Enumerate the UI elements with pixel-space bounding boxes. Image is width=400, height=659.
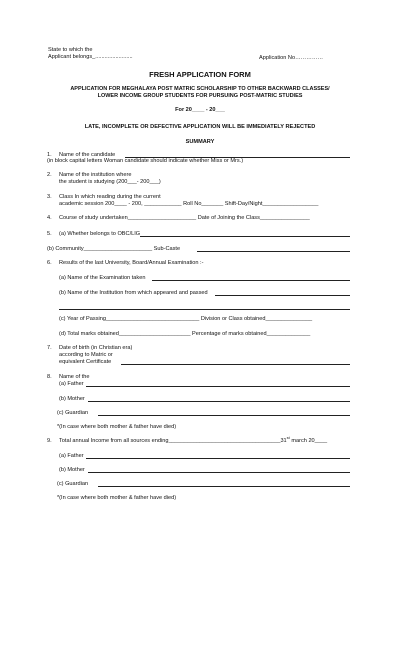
guardian-name-label: (c) Guardian [57, 410, 89, 416]
examination-name-label: (a) Name of the Examination taken [59, 275, 146, 281]
academic-year: For 20____ - 20___ [175, 107, 225, 113]
results-label: Results of the last University, Board/Annual Examination :- [59, 260, 204, 266]
mother-name-field[interactable] [88, 401, 350, 402]
guardian-section-label: Name of the [59, 374, 90, 380]
item-number: 1. [47, 152, 52, 158]
guardian-note: *(In case where both mother & father have died) [57, 424, 177, 430]
guardian-income-label: (c) Guardian [57, 481, 89, 487]
item-number: 8. [47, 374, 52, 380]
income-guardian-note: *(In case where both mother & father have died) [57, 495, 177, 501]
course-of-study-label: Course of study undertaken______________________ Date of Joining the Class________________ [59, 215, 310, 221]
total-marks-label: (d) Total marks obtained_______________________ Percentage of marks obtained______________ [59, 331, 311, 337]
mother-name-label: (b) Mother [59, 396, 85, 402]
examination-name-field[interactable] [152, 280, 350, 281]
dob-label-line3: equivalent Certificate [59, 359, 112, 365]
summary-heading: SUMMARY [185, 139, 215, 145]
candidate-name-label: Name of the candidate [59, 152, 116, 158]
dob-field[interactable] [121, 364, 350, 365]
community-label: (b) Community______________________ Sub-Caste [47, 246, 181, 252]
class-label-line1: Class In which reading during the current [59, 194, 161, 200]
mother-income-field[interactable] [88, 472, 350, 473]
item-number: 7. [47, 345, 52, 351]
father-income-field[interactable] [86, 458, 350, 459]
obc-lig-label: (a) Whether belongs to OBC/LIG [59, 231, 141, 237]
father-name-label: (a) Father [59, 381, 84, 387]
item-number: 3. [47, 194, 52, 200]
item-number: 9. [47, 438, 52, 444]
mother-income-label: (b) Mother [59, 467, 85, 473]
item-number: 5. [47, 231, 52, 237]
institution-passed-field[interactable] [215, 295, 350, 296]
form-title: FRESH APPLICATION FORM [149, 70, 251, 79]
class-label-line2: academic session 200____ - 200, ____________ Roll No_______ Shift-Day/Night__________________ [59, 201, 319, 207]
item-number: 6. [47, 260, 52, 266]
candidate-name-note: (in block capital letters Woman candidate should indicate whether Miss or Mrs.) [47, 158, 244, 164]
dob-label-line1: Date of birth (in Christian era) [59, 345, 133, 351]
form-subtitle-line2: LOWER INCOME GROUP STUDENTS FOR PURSUING POST-MATRIC STUDIES [97, 93, 303, 99]
sub-caste-field[interactable] [197, 251, 350, 252]
rejection-warning: LATE, INCOMPLETE OR DEFECTIVE APPLICATION WILL BE IMMEDIATELY REJECTED [84, 124, 316, 130]
annual-income-label: Total annual Income from all sources ending____________________________________31st march 20____ [59, 435, 328, 444]
state-label-line1: State to which the [48, 47, 93, 53]
year-of-passing-label: (c) Year of Passing______________________________ Division or Class obtained_______________ [59, 316, 313, 322]
obc-lig-field[interactable] [140, 236, 350, 237]
institution-passed-label: (b) Name of the Institution from which appeared and passed [59, 290, 208, 296]
father-income-label: (a) Father [59, 453, 84, 459]
application-no-label: Application No…………… [259, 55, 324, 61]
institution-label-line2: the student is studying (200___- 200___) [59, 179, 161, 185]
item-number: 2. [47, 172, 52, 178]
institution-label-line1: Name of the institution where [59, 172, 132, 178]
dob-label-line2: according to Matric or [59, 352, 113, 358]
guardian-name-field[interactable] [98, 415, 350, 416]
item-number: 4. [47, 215, 52, 221]
guardian-income-field[interactable] [98, 486, 350, 487]
father-name-field[interactable] [86, 386, 350, 387]
form-subtitle-line1: APPLICATION FOR MEGHALAYA POST MATRIC SCHOLARSHIP TO OTHER BACKWARD CLASSES/ [70, 86, 330, 92]
institution-passed-field-extra[interactable] [59, 309, 350, 310]
state-label-line2: Applicant belongs_........................ [48, 54, 133, 60]
